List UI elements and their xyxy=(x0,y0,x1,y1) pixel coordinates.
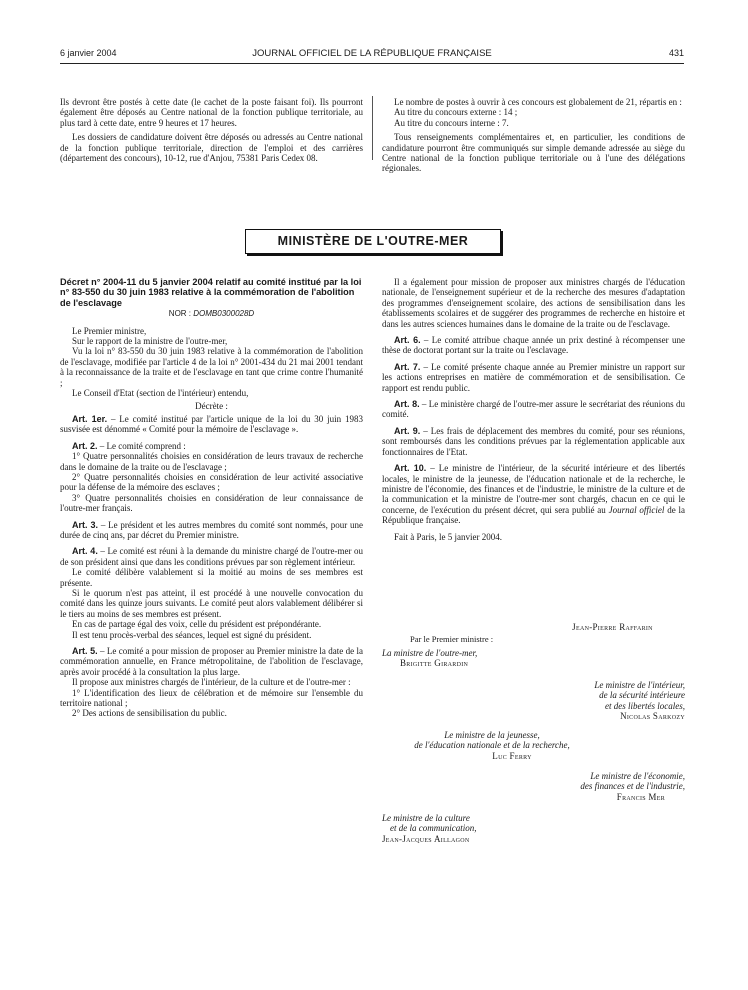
paragraph: Le Conseil d'Etat (section de l'intérieur) entendu, xyxy=(72,388,249,399)
signatory-name: Francis Mer xyxy=(616,791,665,802)
paragraph: 2° Quatre personnalités choisies en considération de leur activité associative pour la défense de la mémoire des esclaves ; xyxy=(60,471,363,493)
article-2 xyxy=(60,441,363,451)
article-3 xyxy=(60,520,363,541)
paragraph: Au titre du concours interne : 7. xyxy=(394,117,509,128)
header-journal-title: JOURNAL OFFICIEL DE LA RÉPUBLIQUE FRANÇAISE xyxy=(252,48,492,59)
signatory-title: et de la communication, xyxy=(390,823,477,834)
signatory-name: Luc Ferry xyxy=(492,750,532,761)
pm-signature: Jean-Pierre Raffarin xyxy=(572,622,653,632)
article-9 xyxy=(382,426,685,457)
article-text: – Le ministre de l'intérieur, de la sécurité intérieure et des libertés locales, le ministre de la jeunesse, de l'éducation nationale et de la recherche, le ministre de l'économie, des finances et de l'industrie, le ministre de la culture et de la communication et la ministre de l'outre-mer sont chargés, chacun en ce qui le concerne, de l'exécution du présent décret, qui sera publié au xyxy=(382,463,685,515)
ministry-banner xyxy=(245,229,501,254)
article-text: – Le comité a pour mission de proposer au Premier ministre la date de la commémoration annuelle, en France métropolitaine, de l'abolition de l'esclavage, après avoir procédé à la consultation la plus large. xyxy=(60,646,363,677)
article-10 xyxy=(382,463,685,525)
article-8 xyxy=(382,399,685,420)
signatory-title: et des libertés locales, xyxy=(605,700,685,711)
page-header xyxy=(60,48,684,62)
signatory-title: de la sécurité intérieure xyxy=(599,690,685,701)
fait-a-paris: Fait à Paris, le 5 janvier 2004. xyxy=(394,531,502,542)
signatory-title: de l'éducation nationale et de la recherche, xyxy=(414,740,570,751)
article-label: Art. 2. xyxy=(72,440,98,451)
economie-signature xyxy=(510,771,685,802)
ministry-title: MINISTÈRE DE L'OUTRE-MER xyxy=(277,234,469,248)
paragraph: Il est tenu procès-verbal des séances, lequel est signé du président. xyxy=(72,629,312,640)
article-text: – Le comité attribue chaque année un prix destiné à récompenser une thèse de doctorat portant sur la traite ou l'esclavage. xyxy=(382,335,685,356)
nor-reference xyxy=(60,309,363,319)
paragraph: Ils devront être postés à cette date (le cachet de la poste faisant foi). Ils pourront également être déposés au Centre national de la fonction publique territoriale, au plus tard à cette date, entre 9 heures et 17 heures. xyxy=(60,97,363,128)
nor-label: NOR : xyxy=(168,309,192,319)
signatory-title: des finances et de l'industrie, xyxy=(580,781,685,792)
paragraph: 1° L'identification des lieux de célébration et de mémoire sur l'ensemble du territoire national ; xyxy=(60,687,363,709)
paragraph: Le Premier ministre, xyxy=(72,325,147,336)
article-text: – Le comité institué par l'article unique de la loi du 30 juin 1983 susvisée est dénommé « Comité pour la mémoire de l'esclavage ». xyxy=(60,413,363,435)
article-text: – Le ministère chargé de l'outre-mer assure le secrétariat des réunions du comité. xyxy=(382,399,685,420)
decree-right-column xyxy=(382,277,685,542)
interieur-signature xyxy=(500,680,685,722)
paragraph: En cas de partage égal des voix, celle du président est prépondérante. xyxy=(72,619,322,630)
paragraph: 3° Quatre personnalités choisies en considération de leur connaissance de l'outre-mer français. xyxy=(60,492,363,514)
paragraph: Sur le rapport de la ministre de l'outre-mer, xyxy=(72,336,228,347)
signatory-name: Jean-Jacques Aillagon xyxy=(382,833,470,844)
article-text: – Le comité est réuni à la demande du ministre chargé de l'outre-mer ou de son président ainsi que dans les conditions prévues par son règlement intérieur. xyxy=(60,546,364,567)
article-4 xyxy=(60,546,363,567)
paragraph: Il a également pour mission de proposer aux ministres chargés de l'éducation nationale, de l'enseignement supérieur et de la recherche des mesures d'adaptation des programmes d'enseignement scolaire, des actions de sensibilisation dans les établissements scolaires et de suggérer des programmes de recherche en histoire et dans les autres sciences humaines dans le domaine de la traite ou de l'esclavage. xyxy=(382,277,685,329)
header-page-number: 431 xyxy=(668,48,684,58)
article-label: Art. 6. xyxy=(394,335,421,346)
header-rule xyxy=(60,63,684,64)
article-label: Art. 5. xyxy=(72,646,98,656)
article-6 xyxy=(382,335,685,356)
article-label: Art. 1er. xyxy=(72,413,108,424)
decree-left-column xyxy=(60,277,363,719)
paragraph: Si le quorum n'est pas atteint, il est procédé à une nouvelle convocation du comité dans les quinze jours suivants. Le comité peut alors valablement délibérer si le tiers au moins de ses membres est présent. xyxy=(60,587,363,619)
culture-signature xyxy=(382,813,582,844)
top-right-column xyxy=(382,97,685,174)
article-text: – Le président et les autres membres du comité sont nommés, pour une durée de cinq ans, par décret du Premier ministre. xyxy=(60,519,363,540)
article-label: Art. 4. xyxy=(72,546,98,557)
article-5 xyxy=(60,646,363,677)
signatory-title: Le ministre de l'intérieur, xyxy=(594,680,685,690)
par-premier-ministre: Par le Premier ministre : xyxy=(410,634,494,644)
article-7 xyxy=(382,362,685,393)
article-1 xyxy=(60,414,363,435)
column-divider xyxy=(372,96,373,160)
paragraph: Il propose aux ministres chargés de l'intérieur, de la culture et de l'outre-mer : xyxy=(72,677,351,688)
paragraph: 2° Des actions de sensibilisation du public. xyxy=(72,708,227,719)
header-date: 6 janvier 2004 xyxy=(60,48,117,58)
signatory-title: La ministre de l'outre-mer, xyxy=(382,648,478,658)
article-label: Art. 8. xyxy=(394,399,420,410)
nor-code: DOMB0300028D xyxy=(193,309,255,319)
paragraph: Les dossiers de candidature doivent être déposés ou adressés au Centre national de la fonction publique territoriale, direction de l'emploi et des carrières (département des concours), 10-12, rue d'Anjou, 75381 Paris Cedex 08. xyxy=(60,132,363,164)
article-text: de la République française. xyxy=(382,504,685,526)
paragraph: 1° Quatre personnalités choisies en considération de leurs travaux de recherche dans le domaine de la traite ou de l'esclavage ; xyxy=(60,451,363,472)
signatory-title: Le ministre de la jeunesse, xyxy=(444,730,540,740)
journal-officiel-italic: Journal officiel xyxy=(608,504,665,515)
decree-title: Décret n° 2004-11 du 5 janvier 2004 relatif au comité institué par la loi n° 83-550 du 30 juin 1983 relative à la commémoration de l'abolition de l'esclavage xyxy=(60,277,362,308)
article-text: – Le comité comprend : xyxy=(97,440,186,451)
signatory-name: Brigitte Girardin xyxy=(400,658,469,669)
article-text: – Les frais de déplacement des membres du comité, pour ses réunions, sont remboursés dans les conditions prévues par la réglementation applicable aux fonctionnaires de l'Etat. xyxy=(382,425,685,457)
paragraph: Le comité délibère valablement si la moitié au moins de ses membres est présente. xyxy=(60,567,363,588)
paragraph: Le nombre de postes à ouvrir à ces concours est globalement de 21, répartis en : xyxy=(394,97,682,107)
paragraph: Au titre du concours externe : 14 ; xyxy=(394,107,518,118)
article-label: Art. 3. xyxy=(72,519,99,530)
paragraph: Tous renseignements complémentaires et, en particulier, les conditions de candidature pourront être communiqués sur simple demande adressée au siège du Centre national de la fonction publique territoriale ou à l'une des délégations régionales. xyxy=(382,132,685,174)
outre-mer-signature xyxy=(382,648,582,669)
article-label: Art. 7. xyxy=(394,361,421,372)
article-label: Art. 9. xyxy=(394,425,421,436)
article-label: Art. 10. xyxy=(394,463,427,474)
signatory-title: Le ministre de la culture xyxy=(382,813,470,823)
signatory-title: Le ministre de l'économie, xyxy=(590,771,685,781)
paragraph: Vu la loi n° 83-550 du 30 juin 1983 relative à la commémoration de l'abolition de l'esclavage, modifiée par l'article 4 de la loi n° 2001-434 du 21 mai 2001 tendant à la reconnaissance de la traite et de l'esclavage en tant que crime contre l'humanité ; xyxy=(60,346,363,388)
signatory-name: Nicolas Sarkozy xyxy=(620,711,685,722)
decrete-heading: Décrète : xyxy=(195,401,228,412)
article-text: – Le comité présente chaque année au Premier ministre un rapport sur les actions entreprises en matière de commémoration et de sensibilisation. Ce rapport est rendu public. xyxy=(382,361,685,393)
top-left-column xyxy=(60,97,363,163)
jeunesse-signature xyxy=(382,730,602,761)
